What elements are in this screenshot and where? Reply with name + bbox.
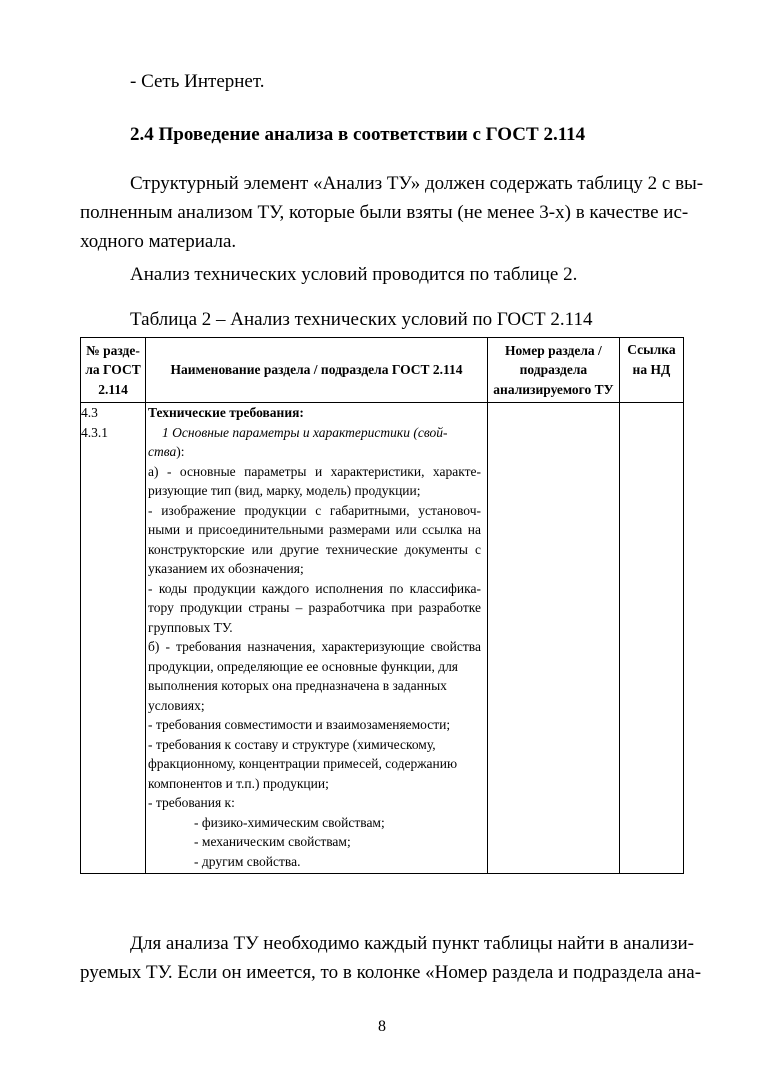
content-line: б) - требования назначения, характеризующие свойства xyxy=(148,639,481,654)
sub-item: - механическим свойствам; xyxy=(194,834,351,849)
content-line: продукции, определяющие ее основные функции, для xyxy=(148,658,459,674)
content-title: Технические требования: xyxy=(148,405,304,420)
content-line: - коды продукции каждого исполнения по классифика- xyxy=(148,580,481,596)
row-content-cell xyxy=(146,403,488,874)
table-row xyxy=(81,403,684,874)
content-line: тору продукции страны – разработчика при разработке xyxy=(148,600,481,615)
analysis-table xyxy=(80,337,684,874)
content-line: условиях; xyxy=(148,697,205,713)
table-caption: Таблица 2 – Анализ технических условий по ГОСТ 2.114 xyxy=(130,309,593,330)
content-line: выполнения которых она предназначена в заданных xyxy=(148,678,447,693)
paragraph-1-line-2: полненным анализом ТУ, которые были взяты (не менее 3-х) в качестве ис- xyxy=(80,202,689,223)
content-line: ризующие тип (вид, марку, модель) продукции; xyxy=(148,483,421,498)
content-line: компонентов и т.п.) продукции; xyxy=(148,775,329,791)
content-line: групповых ТУ. xyxy=(148,619,233,635)
content-line: фракционному, концентрации примесей, содержанию xyxy=(148,756,458,771)
content-italic-line-2: ства): xyxy=(148,444,185,459)
content-line: - изображение продукции с габаритными, установоч- xyxy=(148,502,481,518)
header-nd-reference: Ссылка на НД xyxy=(619,338,683,403)
paragraph-1-line-3: ходного материала. xyxy=(80,231,237,252)
row-number: 4.3.1 xyxy=(81,424,108,440)
paragraph-3-line-1: Для анализа ТУ необходимо каждый пункт таблицы найти в анализи- xyxy=(130,933,694,954)
content-line: ными и присоединительными размерами или ссылка на xyxy=(148,522,481,537)
content-line: конструкторские или другие технические документы с xyxy=(148,541,481,557)
header-section-number: № разде- ла ГОСТ 2.114 xyxy=(81,338,146,403)
content-line: - требования к: xyxy=(148,795,235,810)
page-number: 8 xyxy=(378,1018,386,1035)
row-number: 4.3 xyxy=(81,405,98,420)
section-heading: 2.4 Проведение анализа в соответствии с ГОСТ 2.114 xyxy=(130,124,586,145)
paragraph-2: Анализ технических условий проводится по таблице 2. xyxy=(130,264,578,285)
row-nd-reference-cell xyxy=(619,403,683,874)
content-line: указанием их обозначения; xyxy=(148,561,304,576)
paragraph-3-line-2: руемых ТУ. Если он имеется, то в колонке «Номер раздела и подраздела ана- xyxy=(80,962,702,983)
table-header-row xyxy=(81,338,684,403)
content-line: а) - основные параметры и характеристики, характе- xyxy=(148,463,481,479)
sub-item: - другим свойства. xyxy=(194,853,301,869)
row-numbers-cell xyxy=(81,403,146,874)
row-analyzed-section-cell xyxy=(488,403,620,874)
content-line: - требования совместимости и взаимозаменяемости; xyxy=(148,717,451,732)
content-italic-line: 1 Основные параметры и характеристики (свой- xyxy=(162,424,448,440)
intro-line: - Сеть Интернет. xyxy=(130,71,265,92)
header-section-name: Наименование раздела / подраздела ГОСТ 2.114 xyxy=(146,338,488,403)
paragraph-1-line-1: Структурный элемент «Анализ ТУ» должен содержать таблицу 2 с вы- xyxy=(130,173,704,194)
header-analyzed-section: Номер раздела / подраздела анализируемого ТУ xyxy=(488,338,620,403)
content-line: - требования к составу и структуре (химическому, xyxy=(148,736,436,752)
sub-item: - физико-химическим свойствам; xyxy=(194,814,385,830)
